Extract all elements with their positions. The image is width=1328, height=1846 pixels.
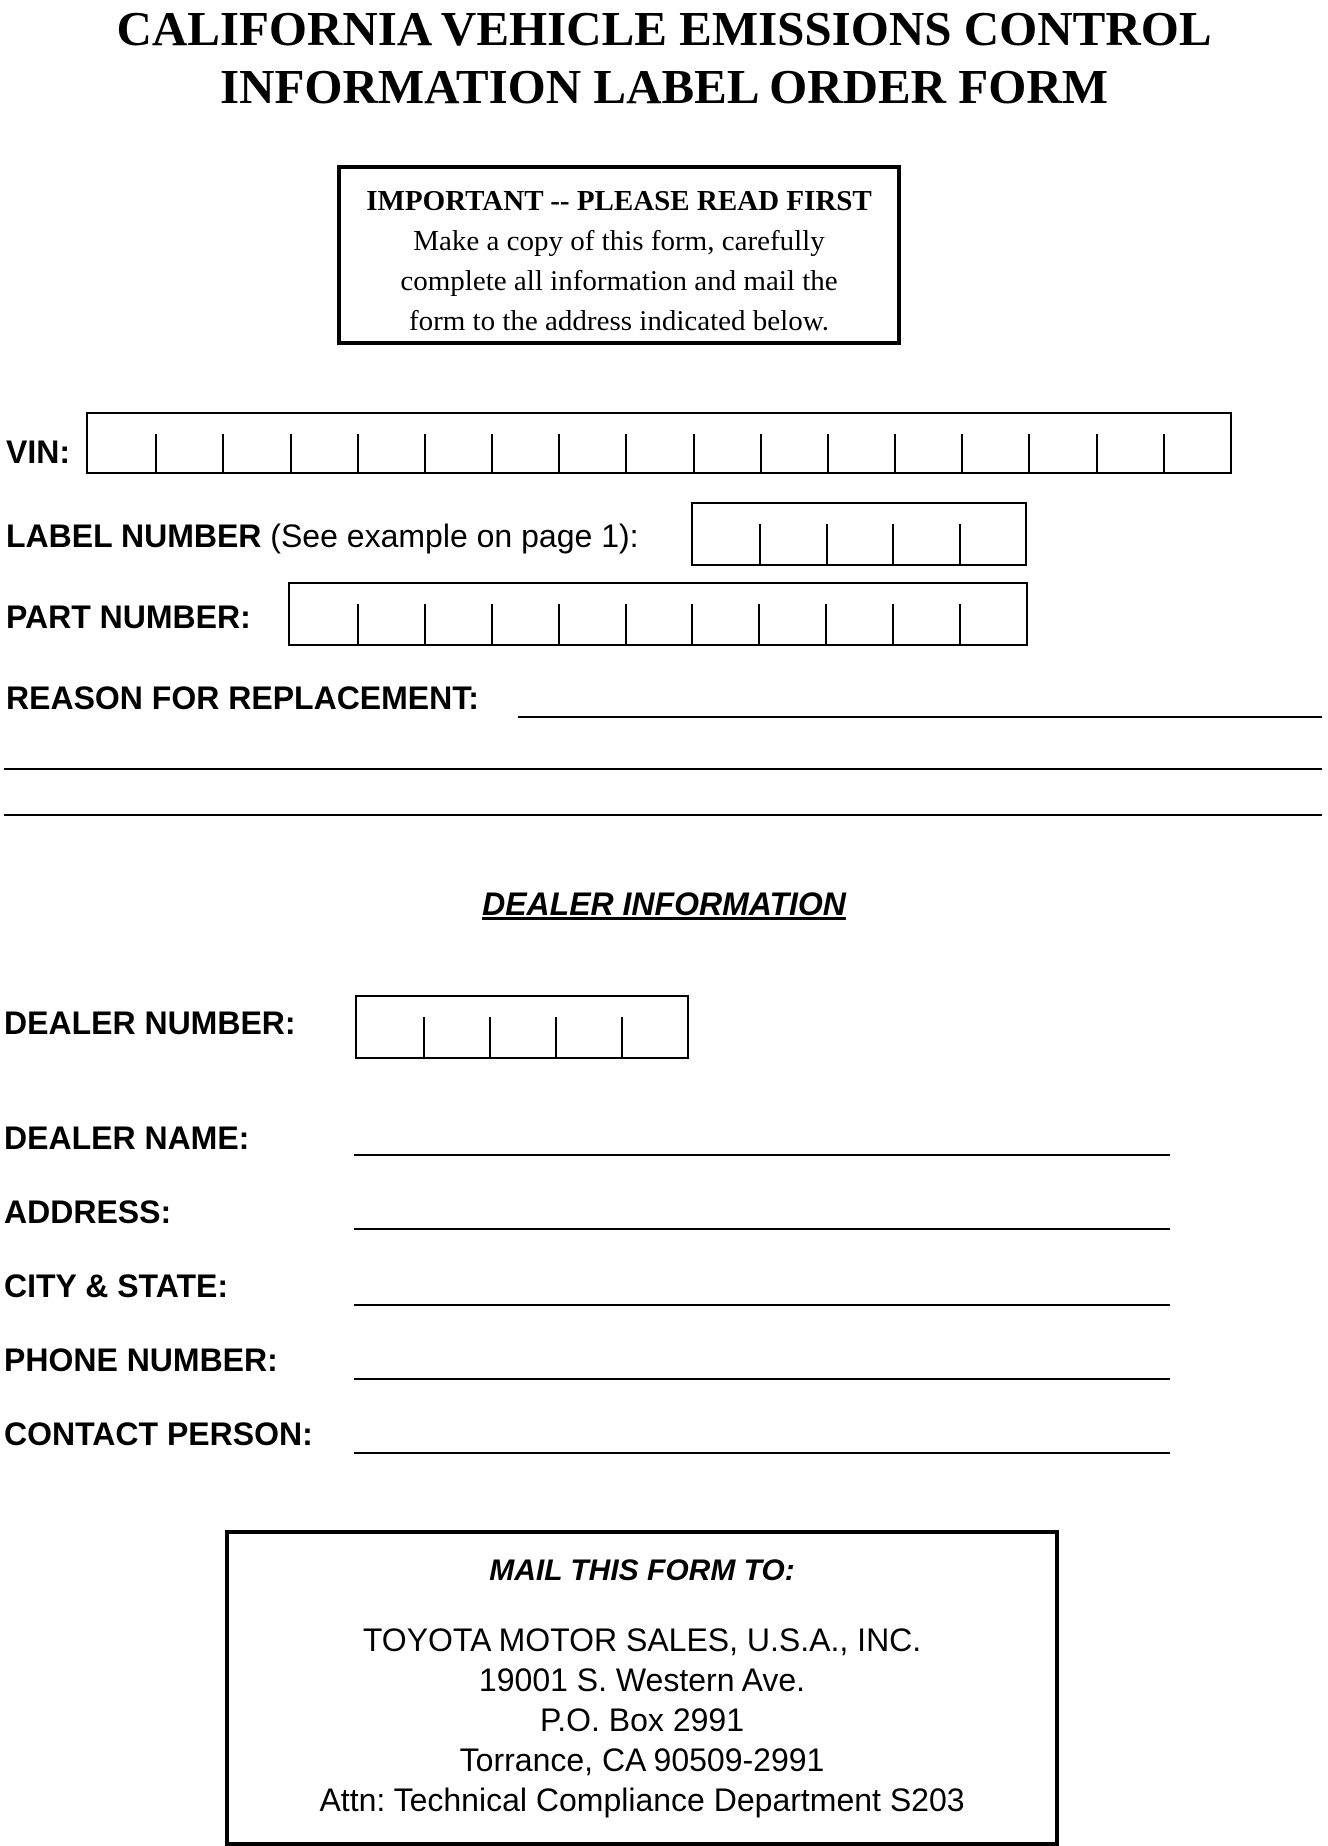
dealer-name-label: DEALER NAME:: [4, 1120, 250, 1156]
city-state-input-line[interactable]: [354, 1304, 1170, 1306]
char-box[interactable]: [424, 414, 491, 472]
char-box[interactable]: [555, 997, 621, 1057]
important-line-1: Make a copy of this form, carefully: [413, 225, 825, 257]
char-box[interactable]: [1028, 414, 1095, 472]
char-box[interactable]: [892, 504, 958, 564]
mail-address-box: [225, 1530, 1059, 1846]
char-box[interactable]: [357, 414, 424, 472]
char-box[interactable]: [758, 584, 825, 644]
char-box[interactable]: [290, 414, 357, 472]
label-number-label: [6, 518, 639, 555]
char-box[interactable]: [825, 584, 892, 644]
char-box[interactable]: [959, 584, 1026, 644]
char-box[interactable]: [489, 997, 555, 1057]
char-box[interactable]: [691, 584, 758, 644]
char-box[interactable]: [222, 414, 289, 472]
char-box[interactable]: [357, 997, 423, 1057]
important-heading: IMPORTANT -- PLEASE READ FIRST: [366, 185, 872, 217]
char-box[interactable]: [826, 504, 892, 564]
reason-input-line-2[interactable]: [4, 768, 1322, 770]
char-box[interactable]: [290, 584, 357, 644]
char-box[interactable]: [961, 414, 1028, 472]
part-number-label: PART NUMBER:: [6, 599, 251, 635]
important-notice-box: [337, 165, 901, 345]
part-number-input-boxes[interactable]: [288, 582, 1028, 646]
mail-address-line-2: 19001 S. Western Ave.: [478, 1662, 806, 1698]
form-title-line-2: INFORMATION LABEL ORDER FORM: [220, 59, 1108, 114]
mail-heading: MAIL THIS FORM TO:: [489, 1554, 795, 1587]
important-line-3: form to the address indicated below.: [408, 305, 830, 337]
char-box[interactable]: [693, 414, 760, 472]
label-number-note: (See example on page 1):: [270, 518, 639, 554]
char-box[interactable]: [424, 584, 491, 644]
contact-person-label: CONTACT PERSON:: [4, 1416, 313, 1452]
mail-address-line-3: P.O. Box 2991: [540, 1702, 744, 1738]
reason-input-line-1[interactable]: [518, 716, 1322, 718]
char-box[interactable]: [558, 584, 625, 644]
char-box[interactable]: [625, 414, 692, 472]
important-line-2: complete all information and mail the: [400, 265, 838, 297]
char-box[interactable]: [827, 414, 894, 472]
char-box[interactable]: [959, 504, 1025, 564]
char-box[interactable]: [1096, 414, 1163, 472]
char-box[interactable]: [491, 584, 558, 644]
contact-person-input-line[interactable]: [354, 1452, 1170, 1454]
char-box[interactable]: [892, 584, 959, 644]
label-number-input-boxes[interactable]: [691, 502, 1027, 566]
char-box[interactable]: [423, 997, 489, 1057]
char-box[interactable]: [155, 414, 222, 472]
mail-address: [229, 1620, 1055, 1820]
mail-address-line-5: Attn: Technical Compliance Department S203: [319, 1782, 965, 1818]
char-box[interactable]: [357, 584, 424, 644]
dealer-name-input-line[interactable]: [354, 1154, 1170, 1156]
char-box[interactable]: [621, 997, 687, 1057]
phone-number-input-line[interactable]: [354, 1378, 1170, 1380]
phone-number-label: PHONE NUMBER:: [4, 1342, 278, 1378]
reason-input-line-3[interactable]: [4, 814, 1322, 816]
char-box[interactable]: [894, 414, 961, 472]
form-title-line-1: CALIFORNIA VEHICLE EMISSIONS CONTROL: [116, 1, 1212, 56]
char-box[interactable]: [491, 414, 558, 472]
vin-label: VIN:: [6, 434, 70, 470]
city-state-label: CITY & STATE:: [4, 1268, 228, 1304]
address-label: ADDRESS:: [4, 1194, 172, 1230]
mail-address-line-4: Torrance, CA 90509-2991: [459, 1742, 825, 1778]
char-box[interactable]: [760, 414, 827, 472]
char-box[interactable]: [693, 504, 759, 564]
label-number-label-text: LABEL NUMBER: [6, 518, 262, 554]
dealer-information-heading: DEALER INFORMATION: [482, 886, 846, 922]
form-title: [0, 0, 1328, 116]
dealer-number-input-boxes[interactable]: [355, 995, 689, 1059]
char-box[interactable]: [558, 414, 625, 472]
vin-input-boxes[interactable]: [86, 412, 1232, 474]
char-box[interactable]: [1163, 414, 1230, 472]
address-input-line[interactable]: [354, 1228, 1170, 1230]
char-box[interactable]: [88, 414, 155, 472]
char-box[interactable]: [759, 504, 825, 564]
mail-address-line-1: TOYOTA MOTOR SALES, U.S.A., INC.: [362, 1622, 922, 1658]
dealer-number-label: DEALER NUMBER:: [4, 1005, 296, 1041]
reason-label: REASON FOR REPLACEMENT:: [6, 680, 479, 716]
char-box[interactable]: [625, 584, 692, 644]
